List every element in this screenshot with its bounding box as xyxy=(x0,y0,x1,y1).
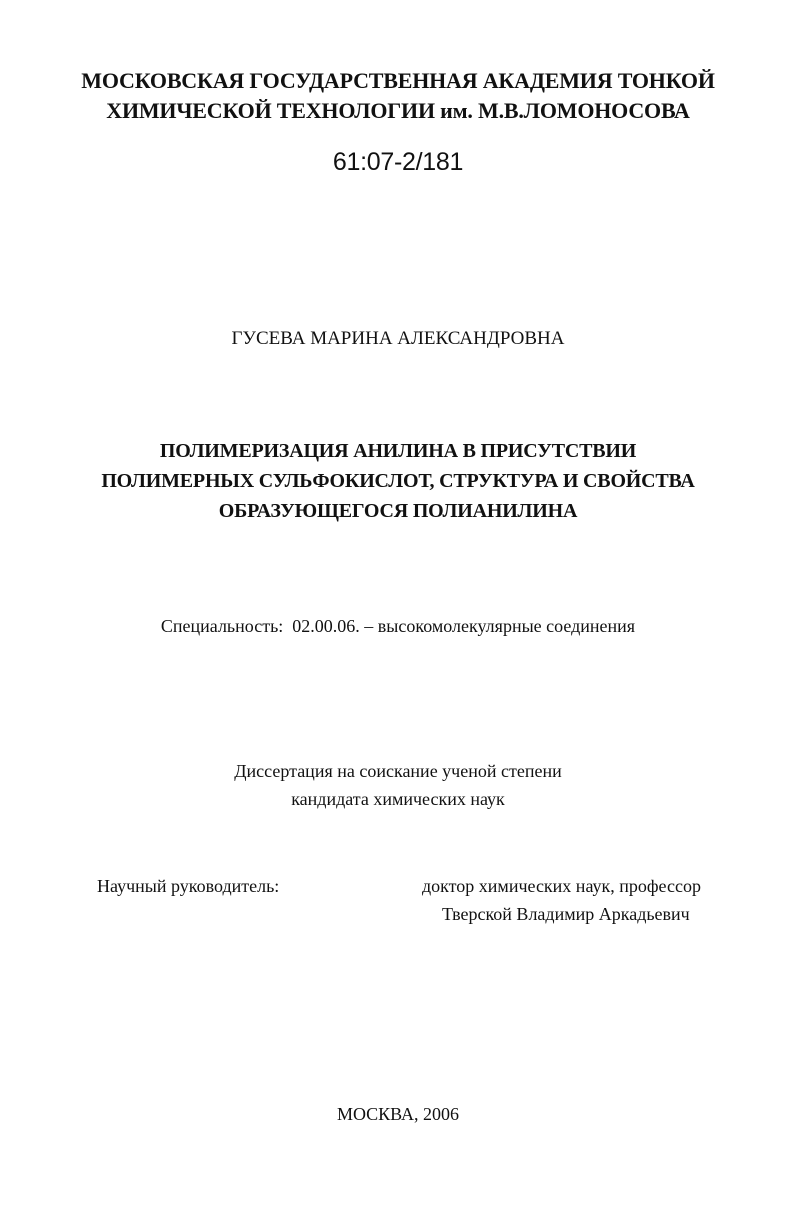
dissertation-title-line-2: ПОЛИМЕРНЫХ СУЛЬФОКИСЛОТ, СТРУКТУРА И СВОЙСТВА xyxy=(101,470,695,492)
city-year: МОСКВА, 2006 xyxy=(336,1104,460,1124)
institution-line-2: ХИМИЧЕСКОЙ ТЕХНОЛОГИИ им. М.В.ЛОМОНОСОВА xyxy=(106,98,690,123)
dissertation-title-line-3: ОБРАЗУЮЩЕГОСЯ ПОЛИАНИЛИНА xyxy=(218,500,578,522)
specialty: Специальность: 02.00.06. – высокомолекулярные соединения xyxy=(160,616,636,636)
degree-line-1: Диссертация на соискание ученой степени xyxy=(234,761,562,781)
supervisor-degree: доктор химических наук, профессор xyxy=(422,876,701,896)
supervisor-name: Тверской Владимир Аркадьевич xyxy=(442,904,690,924)
supervisor-label: Научный руководитель: xyxy=(97,876,280,896)
degree-line-2: кандидата химических наук xyxy=(291,789,505,809)
author-name: ГУСЕВА МАРИНА АЛЕКСАНДРОВНА xyxy=(231,328,565,349)
dissertation-title-line-1: ПОЛИМЕРИЗАЦИЯ АНИЛИНА В ПРИСУТСТВИИ xyxy=(159,440,637,462)
institution-line-1: МОСКОВСКАЯ ГОСУДАРСТВЕННАЯ АКАДЕМИЯ ТОНКОЙ xyxy=(81,68,715,93)
catalog-code: 61:07-2/181 xyxy=(332,148,464,176)
